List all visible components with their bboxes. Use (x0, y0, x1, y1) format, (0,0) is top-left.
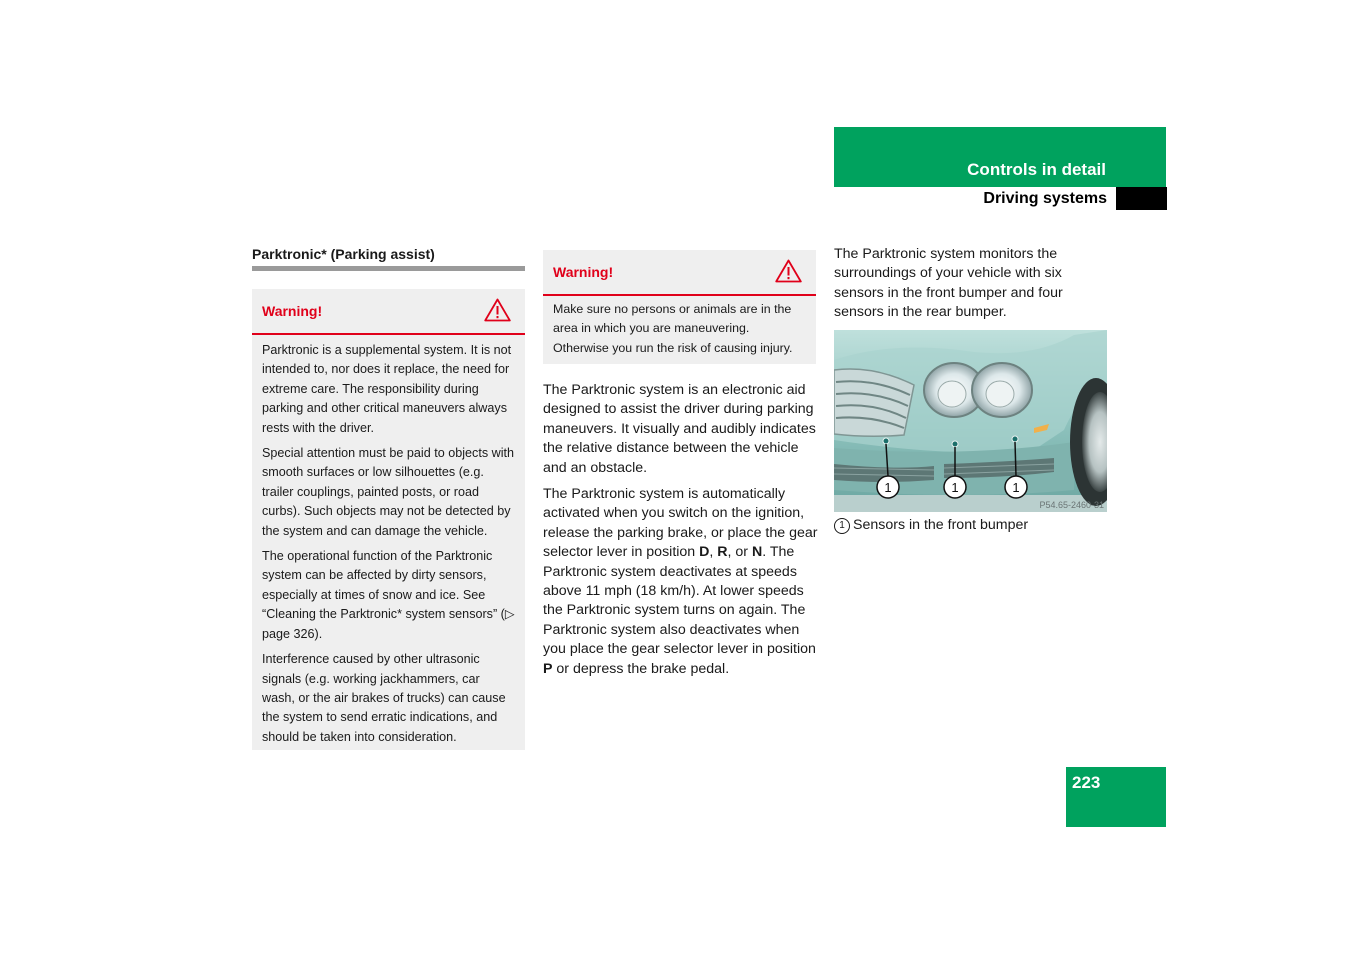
warning-label: Warning! (262, 303, 323, 319)
warning-body: Make sure no persons or animals are in the area in which you are maneuvering. Otherwise you run the risk of causing injury. (553, 302, 793, 355)
warning-paragraph: Interference caused by other ultrasonic signals (e.g. working jackhammers, car wash, or the air brakes of trucks) can cause the system to send erratic indications, and should be taken into consideration. (262, 652, 506, 744)
text-run: , or (727, 544, 752, 561)
warning-box-persons (543, 250, 816, 364)
caption-text: Sensors in the front bumper (853, 517, 1029, 533)
chapter-header-bar (834, 127, 1166, 187)
section-heading: Driving systems (983, 190, 1107, 207)
callout-number: 1 (951, 480, 959, 495)
photo-caption (834, 517, 1028, 534)
page-number-tab (1066, 767, 1166, 827)
warning-paragraph: Special attention must be paid to objects with smooth surfaces or low silhouettes (e.g. trailer couplings, painted posts, or road curbs). Such objects may not be detected by the system and can damage the vehicle. (262, 446, 515, 538)
gear-position-p: P (543, 660, 553, 677)
front-bumper-photo (834, 330, 1107, 512)
gear-position-r: R (717, 544, 728, 561)
gear-position-d: D (699, 544, 710, 561)
page-title: Parktronic* (Parking assist) (252, 246, 435, 262)
warning-paragraph: The operational function of the Parktronic system can be affected by dirty sensors, especially at times of snow and ice. See “Cleaning the Parktronic* system sensors” (▷ page 326). (262, 549, 515, 641)
chapter-title: Controls in detail (967, 160, 1106, 179)
car-front-illustration (834, 330, 1107, 512)
warning-body (252, 335, 525, 755)
warning-header (543, 250, 816, 296)
callout-number: 1 (884, 480, 892, 495)
warning-box-supplemental (252, 289, 525, 750)
title-divider (252, 266, 525, 271)
text-run: The Parktronic system is automatically activated when you switch on the ignition, release the parking brake, or place the gear selector lever in position (543, 486, 818, 561)
body-paragraph (543, 485, 819, 679)
body-paragraph: The Parktronic system is an electronic aid designed to assist the driver during parking maneuvers. It visually and audibly indicates the relative distance between the vehicle and an obstacle. (543, 382, 816, 476)
text-run: . The Parktronic system deactivates at speeds above 11 mph (18 km/h). At lower speeds the Parktronic system turns on again. The Parktronic system also deactivates when you place the gear selector lever in position (543, 544, 816, 658)
gear-position-n: N (751, 544, 763, 561)
caption-number: 1 (834, 518, 850, 534)
main-text (543, 381, 819, 686)
warning-label: Warning! (553, 264, 614, 280)
intro-paragraph: The Parktronic system monitors the surroundings of your vehicle with six sensors in the front bumper and four sensors in the rear bumper. (834, 246, 1063, 321)
warning-triangle-icon (775, 259, 802, 283)
image-reference-code: P54.65-2460-31 (1039, 500, 1104, 510)
warning-triangle-icon (484, 298, 511, 322)
text-run: , (709, 544, 718, 561)
warning-header (252, 289, 525, 335)
page-number: 223 (1072, 773, 1101, 792)
text-run: or depress the brake pedal. (552, 660, 730, 677)
warning-paragraph: Parktronic is a supplemental system. It is not intended to, nor does it replace, the need for extreme care. The responsibility during parking and other critical maneuvers always rests with the driver. (262, 343, 512, 435)
callout-number: 1 (1012, 480, 1020, 495)
section-marker (1116, 187, 1167, 210)
